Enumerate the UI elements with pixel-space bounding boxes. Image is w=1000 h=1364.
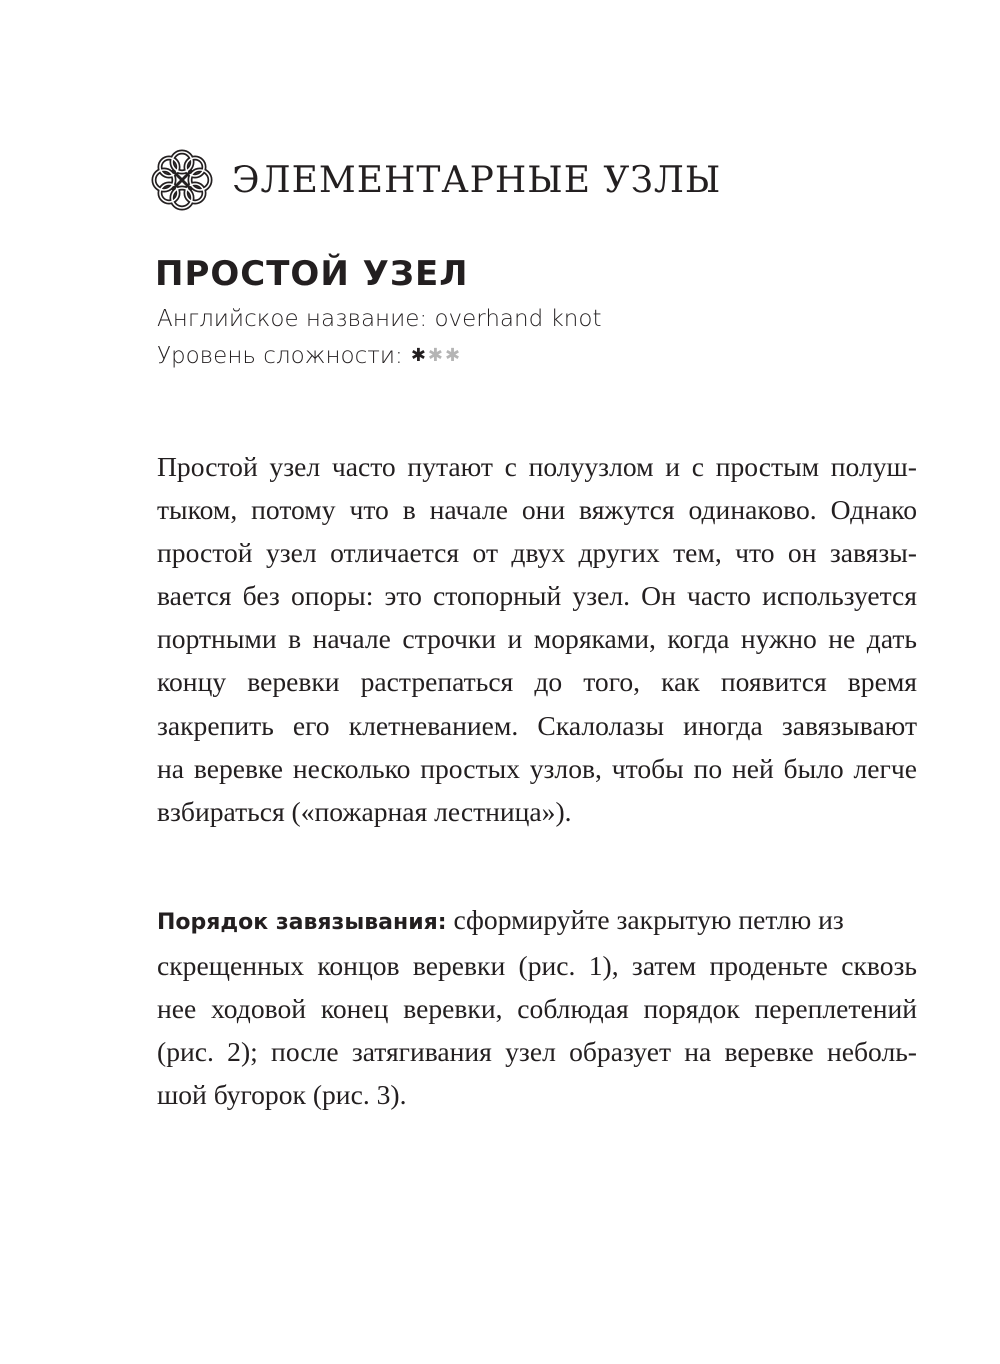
text-line: (рис. 2); после затягивания узел образует на веревке неболь- xyxy=(157,1036,917,1068)
difficulty-star-icon: ✱ xyxy=(445,345,461,366)
difficulty-rating xyxy=(411,347,462,365)
difficulty-star-icon: ✱ xyxy=(410,345,426,366)
knot-title: ПРОСТОЙ УЗЕЛ xyxy=(155,254,469,294)
difficulty-row xyxy=(157,343,462,369)
text-line: портными в начале строчки и моряками, когда нужно не дать xyxy=(157,623,917,655)
section-title: ЭЛЕМЕНТАРНЫЕ УЗЛЫ xyxy=(232,159,722,201)
text-line: взбираться («пожарная лестница»). xyxy=(157,795,572,827)
description-paragraph xyxy=(157,445,917,833)
text-line: скрещенных концов веревки (рис. 1), затем проденьте сквозь xyxy=(157,950,917,982)
text-line: шой бугорок (рис. 3). xyxy=(157,1079,407,1111)
text-line: концу веревки растрепаться до того, как появится время xyxy=(157,666,917,698)
celtic-knot-icon xyxy=(150,148,214,212)
text-line: тыком, потому что в начале они вяжутся одинаково. Однако xyxy=(157,494,917,526)
text-line: простой узел отличается от двух других тем, что он завязы- xyxy=(157,537,917,569)
procedure-paragraph xyxy=(157,898,917,1116)
text-line xyxy=(157,898,917,944)
section-header xyxy=(150,148,721,212)
text-line: на веревке несколько простых узлов, чтобы по ней было легче xyxy=(157,752,917,784)
text-line: нее ходовой конец веревки, соблюдая порядок переплетений xyxy=(157,993,917,1025)
text-line: закрепить его клетневанием. Скалолазы иногда завязывают xyxy=(157,709,917,741)
difficulty-star-icon: ✱ xyxy=(427,345,443,366)
procedure-lead: Порядок завязывания: xyxy=(157,910,447,935)
text-line: вается без опоры: это стопорный узел. Он часто используется xyxy=(157,580,917,612)
procedure-text: сформируйте закрытую петлю из xyxy=(446,904,844,935)
difficulty-label: Уровень сложности: xyxy=(157,343,403,369)
english-name: Английское название: overhand knot xyxy=(157,306,602,332)
text-line: Простой узел часто путают с полуузлом и с простым полуш- xyxy=(157,451,917,482)
